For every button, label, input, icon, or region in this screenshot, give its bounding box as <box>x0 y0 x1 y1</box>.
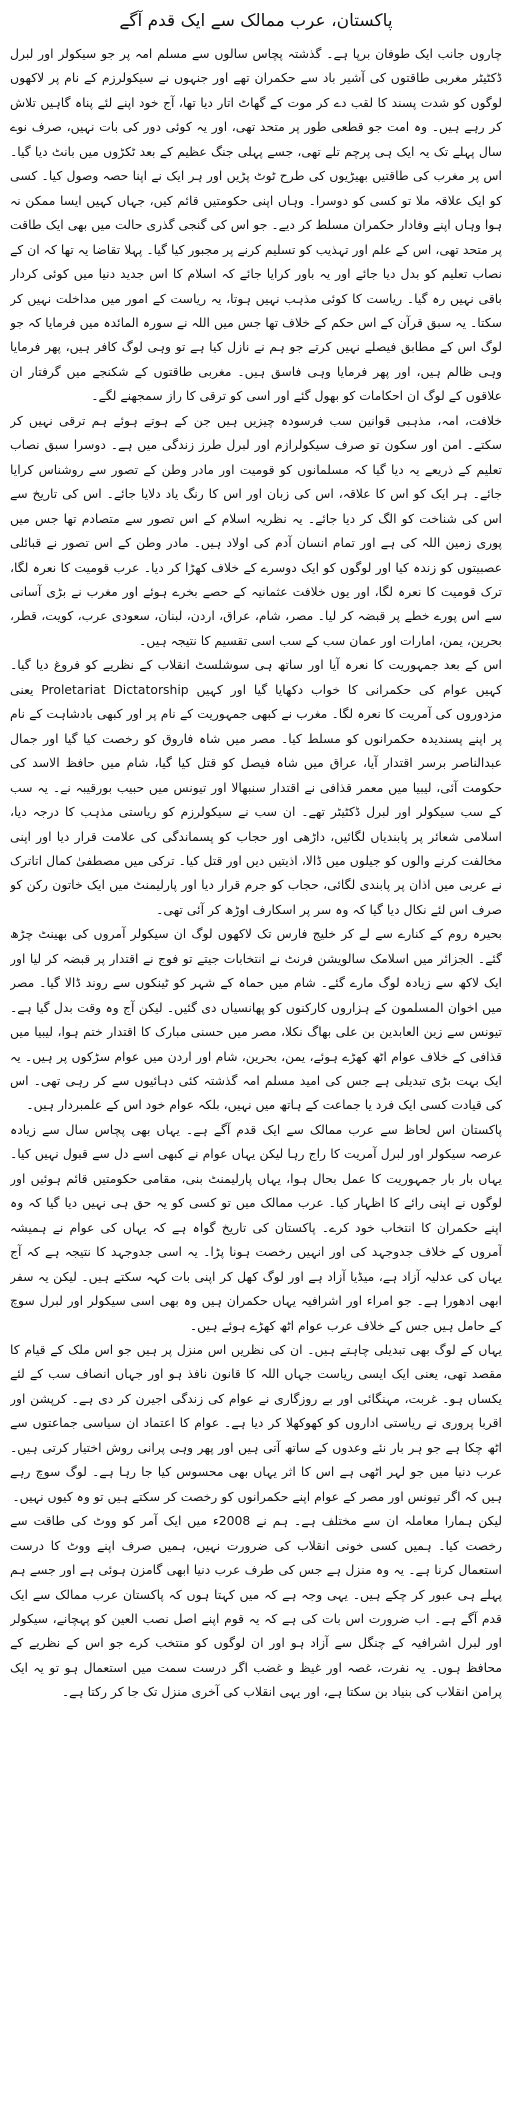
article-paragraph: خلافت، امہ، مذہبی قوانین سب فرسودہ چیزیں ہیں جن کے ہوتے ہوئے ہم ترقی نہیں کر سکتے۔ امن اور سکون تو صرف سیکولرازم اور لبرل طرز زندگی میں ہے۔ دوسرا سبق نصاب تعلیم کے ذریعے یہ دیا گیا کہ مسلمانوں کو قومیت اور مادر وطن کے تصور سے روشناس کرایا جائے۔ ہر ایک کو اس کا علاقہ، اس کی زبان اور اس کا رنگ یاد دلایا جائے۔ اس کی تاریخ سے اس کی شناخت کو الگ کر دیا جائے۔ یہ نظریہ اسلام کے اس تصور سے متصادم تھا جس میں پوری زمین اللہ کی ہے اور تمام انسان آدم کی اولاد ہیں۔ مادر وطن کے اس تصور نے قبائلی عصبیتوں کو زندہ کیا اور لوگوں کو ایک دوسرے کے خلاف کھڑا کر دیا۔ عرب قومیت کا نعرہ لگا، ترک قومیت کا نعرہ لگا، اور یوں خلافت عثمانیہ کے حصے بخرے ہوئے اور مغرب نے بڑی آسانی سے اس پورے خطے پر قبضہ کر لیا۔ مصر، شام، عراق، اردن، لبنان، سعودی عرب، کویت، قطر، بحرین، یمن، امارات اور عمان سب کے سب اسی تقسیم کا نتیجہ ہیں۔ <box>10 412 502 648</box>
article-paragraph: یہاں کے لوگ بھی تبدیلی چاہتے ہیں۔ ان کی نظریں اس منزل پر ہیں جو اس ملک کے قیام کا مقصد تھی، یعنی ایک ایسی ریاست جہاں اللہ کا قانون نافذ ہو اور جہاں انصاف سب کے لئے یکساں ہو۔ غربت، مہنگائی اور بے روزگاری نے عوام کی زندگی اجیرن کر دی ہے۔ کرپشن اور اقربا پروری نے ریاستی اداروں کو کھوکھلا کر دیا ہے۔ عوام کا اعتماد ان سیاسی جماعتوں سے اٹھ چکا ہے جو ہر بار نئے وعدوں کے ساتھ آتی ہیں اور پھر وہی پرانی روش اختیار کرتی ہیں۔ عرب دنیا میں جو لہر اٹھی ہے اس کا اثر یہاں بھی محسوس کیا جا رہا ہے۔ لوگ سوچ رہے ہیں کہ اگر تیونس اور مصر کے عوام اپنے حکمرانوں کو رخصت کر سکتے ہیں تو وہ کیوں نہیں۔ <box>10 1342 502 1504</box>
article-paragraph: پاکستان اس لحاظ سے عرب ممالک سے ایک قدم آگے ہے۔ یہاں بھی پچاس سال سے زیادہ عرصہ سیکولر اور لبرل آمریت کا راج رہا لیکن یہاں عوام نے کبھی اسے دل سے قبول نہیں کیا۔ یہاں بار بار جمہوریت کا عمل بحال ہوا، یہاں پارلیمنٹ بنی، مقامی حکومتیں قائم ہوئیں اور لوگوں نے اپنی رائے کا اظہار کیا۔ عرب ممالک میں تو کسی کو یہ حق ہی نہیں دیا گیا کہ وہ اپنے حکمران کا انتخاب خود کرے۔ پاکستان کی تاریخ گواہ ہے کہ یہاں کی عوام نے ہمیشہ آمروں کے خلاف جدوجہد کی اور انہیں رخصت ہونا پڑا۔ یہ اسی جدوجہد کا نتیجہ ہے کہ آج یہاں کی عدلیہ آزاد ہے، میڈیا آزاد ہے اور لوگ کھل کر اپنی بات کہہ سکتے ہیں۔ لیکن یہ سفر ابھی ادھورا ہے۔ جو امراء اور اشرافیہ یہاں حکمران ہیں وہ بھی اسی سیکولر اور لبرل سوچ کے حامل ہیں جس کے خلاف عرب عوام اٹھ کھڑے ہوئے ہیں۔ <box>10 1121 502 1333</box>
article-paragraph: لیکن ہمارا معاملہ ان سے مختلف ہے۔ ہم نے 2008ء میں ایک آمر کو ووٹ کی طاقت سے رخصت کیا۔ ہمیں کسی خونی انقلاب کی ضرورت نہیں، ہمیں صرف اپنے ووٹ کا درست استعمال کرنا ہے۔ یہ وہ منزل ہے جس کی طرف عرب دنیا ابھی گامزن ہوئی ہے اور جسے ہم پہلے ہی عبور کر چکے ہیں۔ یہی وجہ ہے کہ میں کہتا ہوں کہ پاکستان عرب ممالک سے ایک قدم آگے ہے۔ اب ضرورت اس بات کی ہے کہ یہ قوم اپنے اصل نصب العین کو پہچانے، سیکولر اور لبرل اشرافیہ کے چنگل سے آزاد ہو اور ان لوگوں کو منتخب کرے جو اس کے نظریے کے محافظ ہوں۔ یہ نفرت، غصہ اور غیظ و غضب اگر درست سمت میں استعمال ہو تو یہ ایک پرامن انقلاب کی بنیاد بن سکتا ہے، اور یہی انقلاب کی آخری منزل تک جا کر رکتا ہے۔ <box>10 1513 502 1700</box>
article-paragraph: چاروں جانب ایک طوفان برپا ہے۔ گذشتہ پچاس سالوں سے مسلم امہ پر جو سیکولر اور لبرل ڈکٹیٹر مغربی طاقتوں کی آشیر باد سے حکمران تھے اور جنہوں نے سیکولرزم کے نام پر لاکھوں لوگوں کو شدت پسند کا لقب دے کر موت کے گھاٹ اتار دیا تھا، آج خود اپنے لئے پناہ گاہیں تلاش کر رہے ہیں۔ وہ امت جو قطعی طور پر متحد تھی، اور یہ کوئی دور کی بات نہیں، صرف نوے سال پہلے تک یہ ایک ہی پرچم تلے تھی، جسے پہلی جنگ عظیم کے بعد ٹکڑوں میں بانٹ دیا گیا۔ اس پر مغرب کی طاقتیں بھیڑیوں کی طرح ٹوٹ پڑیں اور ہر ایک نے اپنا حصہ وصول کیا۔ کسی کو ایک علاقہ ملا تو کسی کو دوسرا۔ وہاں اپنی حکومتیں قائم کیں، جہاں کہیں ایسا ممکن نہ ہوا وہاں اپنے وفادار حکمران مسلط کر دیے۔ جو اس کی گنجی گذری حالت میں بھی ایک طاقت پر متحد تھی، اس کے علم اور تہذیب کو تسلیم کرنے پر مجبور کیا گیا۔ پہلا تقاضا یہ تھا کہ ان کے نصاب تعلیم کو بدل دیا جائے اور یہ باور کرایا جائے کہ اسلام کا اس جدید دنیا میں کوئی کردار باقی نہیں رہ گیا۔ ریاست کا کوئی مذہب نہیں ہوتا، یہ ریاست کے امور میں مداخلت نہیں کر سکتا۔ یہ سبق قرآن کے اس حکم کے خلاف تھا جس میں اللہ نے سورہ المائدہ میں فرمایا کہ جو لوگ اس کے مطابق فیصلے نہیں کرتے جو ہم نے نازل کیا ہے تو وہی لوگ کافر ہیں، پھر فرمایا وہی ظالم ہیں، اور پھر فرمایا وہی فاسق ہیں۔ مغربی طاقتوں کے شکنجے میں گرفتار ان علاقوں کے لوگ ان احکامات کو بھول گئے اور اسی کو ترقی کا راز سمجھنے لگے۔ <box>10 46 502 404</box>
article-title: پاکستان، عرب ممالک سے ایک قدم آگے <box>119 11 393 31</box>
article-paragraph: بحیرہ روم کے کنارے سے لے کر خلیج فارس تک لاکھوں لوگ ان سیکولر آمروں کی بھینٹ چڑھ گئے۔ الجزائر میں اسلامک سالویشن فرنٹ نے انتخابات جیتے تو فوج نے اقتدار پر قبضہ کر لیا اور ایک لاکھ سے زیادہ لوگ مارے گئے۔ شام میں حماہ کے شہر کو ٹینکوں سے روند ڈالا گیا۔ مصر میں اخوان المسلمون کے ہزاروں کارکنوں کو پھانسیاں دی گئیں۔ لیکن آج وہ وقت بدل گیا ہے۔ تیونس سے زین العابدین بن علی بھاگ نکلا، مصر میں حسنی مبارک کا اقتدار ختم ہوا، لیبیا میں قذافی کے خلاف عوام اٹھ کھڑے ہوئے، یمن، بحرین، شام اور اردن میں عوام سڑکوں پر ہیں۔ یہ ایک بہت بڑی تبدیلی ہے جس کی امید مسلم امہ گذشتہ کئی دہائیوں سے کر رہی تھی۔ اس کی قیادت کسی ایک فرد یا جماعت کے ہاتھ میں نہیں، بلکہ عوام خود اس کے علمبردار ہیں۔ <box>10 926 502 1113</box>
article-body <box>10 42 502 2092</box>
article-paragraph: اس کے بعد جمہوریت کا نعرہ آیا اور ساتھ ہی سوشلسٹ انقلاب کے نظریے کو فروغ دیا گیا۔ کہیں عوام کی حکمرانی کا خواب دکھایا گیا اور کہیں Proletariat Dictatorship یعنی مزدوروں کی آمریت کا نعرہ لگا۔ مغرب نے کبھی جمہوریت کے نام پر اور کبھی بادشاہت کے نام پر اپنے پسندیدہ حکمرانوں کو مسلط کیا۔ مصر میں شاہ فاروق کو رخصت کیا گیا اور جمال عبدالناصر برسر اقتدار آیا، عراق میں شاہ فیصل کو قتل کیا گیا، شام میں حافظ الاسد کی حکومت آئی، لیبیا میں معمر قذافی نے اقتدار سنبھالا اور تیونس میں حبیب بورقیبہ نے۔ یہ سب کے سب سیکولر اور لبرل ڈکٹیٹر تھے۔ ان سب نے سیکولرزم کو ریاستی مذہب کا درجہ دیا، اسلامی شعائر پر پابندیاں لگائیں، داڑھی اور حجاب کو پسماندگی کی علامت قرار دیا اور اپنی مخالفت کرنے والوں کو جیلوں میں ڈالا، اذیتیں دیں اور قتل کیا۔ ترکی میں مصطفیٰ کمال اتاترک نے عربی میں اذان پر پابندی لگائی، حجاب کو جرم قرار دیا اور پارلیمنٹ میں ایک خاتون رکن کو صرف اس لئے نکال دیا گیا کہ وہ سر پر اسکارف اوڑھ کر آئی تھی۔ <box>10 657 502 917</box>
